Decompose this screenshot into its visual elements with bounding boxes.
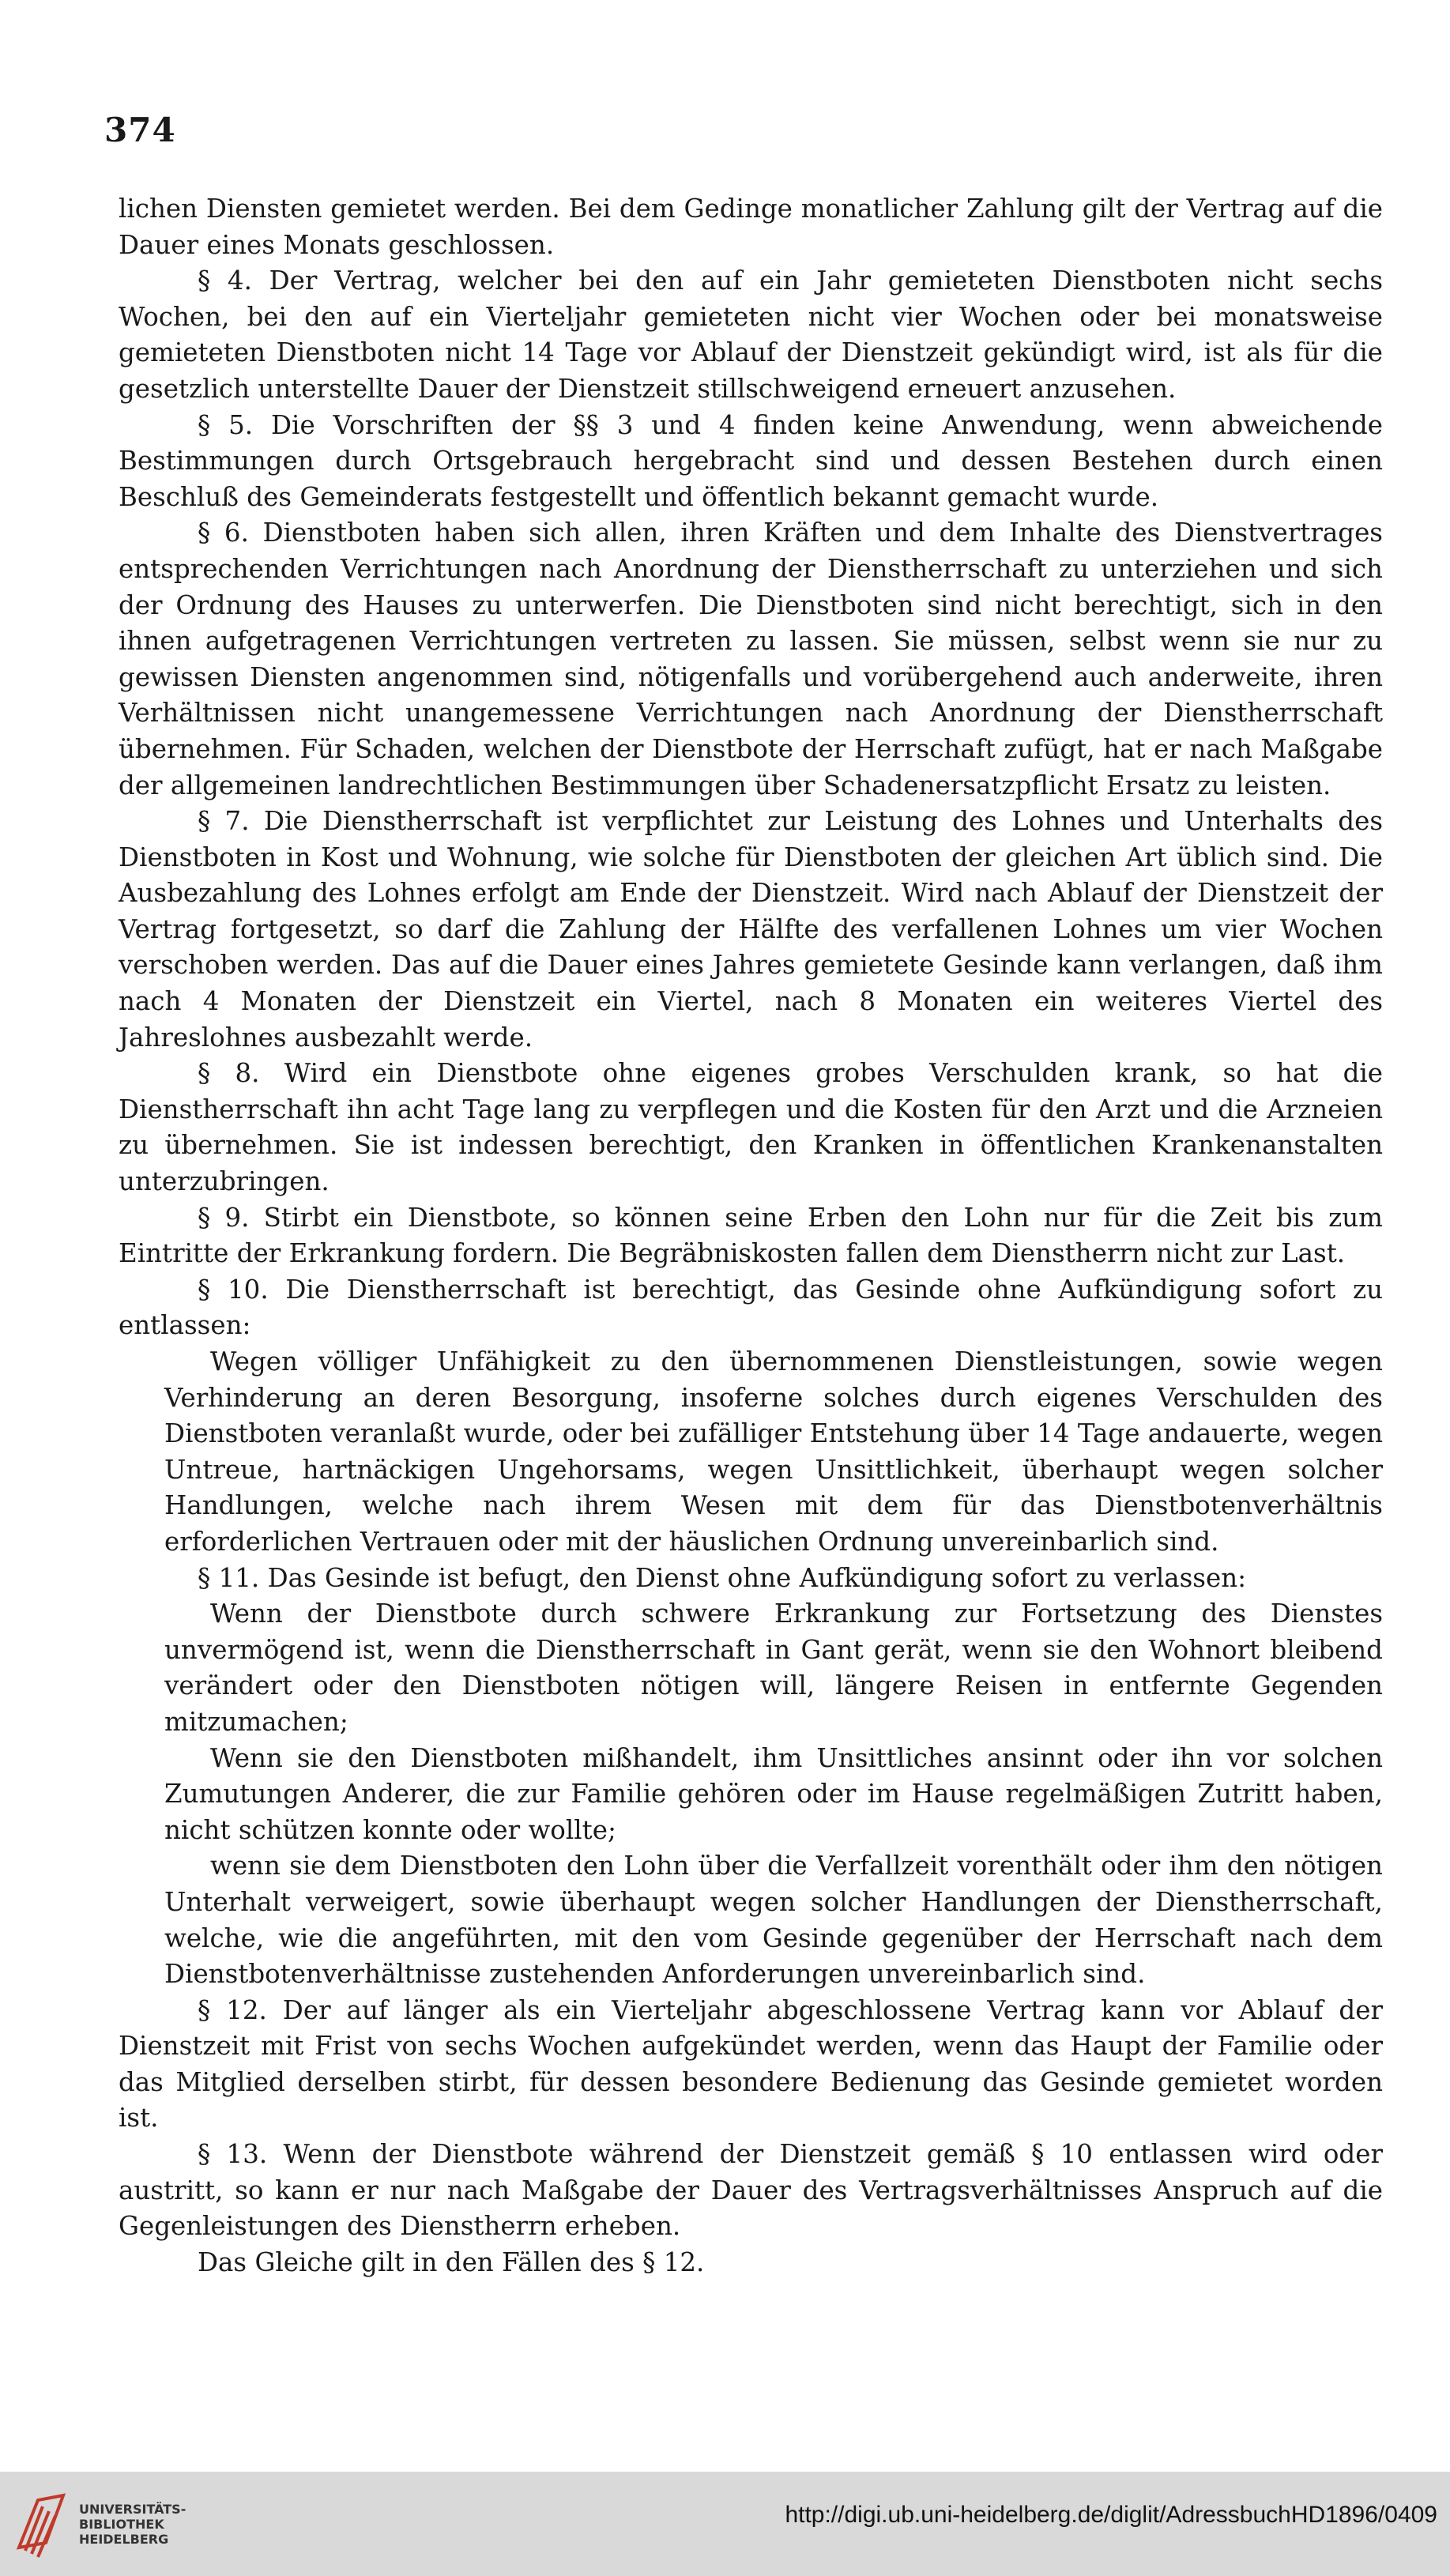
- paragraph-section-6: § 6. Dienstboten haben sich allen, ihren Kräften und dem Inhalte des Dienstvertrages entsprechenden Verrichtungen nach Anordnung der Dienstherrschaft zu unterziehen und sich der Ordnung des Hauses zu unterwerfen. Die Dienstboten sind nicht berechtigt, sich in den ihnen aufgetragenen Verrichtungen vertreten zu lassen. Sie müssen, selbst wenn sie nur zu gewissen Diensten angenommen sind, nötigenfalls und vorübergehend auch anderweite, ihren Verhältnissen nicht unangemessene Verrichtungen nach Anordnung der Dienstherrschaft übernehmen. Für Schaden, welchen der Dienstbote der Herrschaft zufügt, hat er nach Maßgabe der allgemeinen landrechtlichen Bestimmungen über Schadenersatzpflicht Ersatz zu leisten.: [119, 518, 1383, 800]
- paragraph-section-4: § 4. Der Vertrag, welcher bei den auf ein Jahr gemieteten Dienstboten nicht sechs Wochen, bei den auf ein Vierteljahr gemieteten nicht vier Wochen oder bei monatsweise gemieteten Dienstboten nicht 14 Tage vor Ablauf der Dienstzeit gekündigt wird, ist als für die gesetzlich unterstellte Dauer der Dienstzeit stillschweigend erneuert anzusehen.: [119, 266, 1383, 404]
- paragraph-section-10-grounds: Wegen völliger Unfähigkeit zu den übernommenen Dienstleistungen, sowie wegen Verhinderung an deren Besorgung, insoferne solches durch eigenes Verschulden des Dienstboten veranlaßt wurde, oder bei zufälliger Entstehung über 14 Tage andauerte, wegen Untreue, hartnäckigen Ungehorsams, wegen Unsittlichkeit, überhaupt wegen solcher Handlungen, welche nach ihrem Wesen mit dem für das Dienstbotenverhältnis erforderlichen Vertrauen oder mit der häuslichen Ordnung unvereinbarlich sind.: [164, 1346, 1383, 1557]
- paragraph-section-9: § 9. Stirbt ein Dienstbote, so können seine Erben den Lohn nur für die Zeit bis zum Eintritte der Erkrankung fordern. Die Begräbniskosten fallen dem Dienstherrn nicht zur Last.: [119, 1202, 1383, 1269]
- footer-bar: [0, 2472, 1450, 2576]
- page-number: 374: [104, 111, 176, 149]
- body-text: [119, 191, 1383, 2280]
- paragraph-closing: Das Gleiche gilt in den Fällen des § 12.: [198, 2246, 705, 2277]
- paragraph-section-7: § 7. Die Dienstherrschaft ist verpflichtet zur Leistung des Lohnes und Unterhalts des Dienstboten in Kost und Wohnung, wie solche für Dienstboten der gleichen Art üblich sind. Die Ausbezahlung des Lohnes erfolgt am Ende der Dienstzeit. Wird nach Ablauf der Dienstzeit der Vertrag fortgesetzt, so darf die Zahlung der Hälfte des verfallenen Lohnes um vier Wochen verschoben werden. Das auf die Dauer eines Jahres gemietete Gesinde kann verlangen, daß ihm nach 4 Monaten der Dienstzeit ein Viertel, nach 8 Monaten ein weiteres Viertel des Jahreslohnes ausbezahlt werde.: [119, 806, 1383, 1053]
- paragraph-section-8: § 8. Wird ein Dienstbote ohne eigenes grobes Verschulden krank, so hat die Dienstherrschaft ihn acht Tage lang zu verpflegen und die Kosten für den Arzt und die Arzneien zu übernehmen. Sie ist indessen berechtigt, den Kranken in öffentlichen Krankenanstalten unterzubringen.: [119, 1058, 1383, 1197]
- paragraph-section-11-ground-2: Wenn sie den Dienstboten mißhandelt, ihm Unsittliches ansinnt oder ihn vor solchen Zumutungen Anderer, die zur Familie gehören oder im Hause regelmäßigen Zutritt haben, nicht schützen konnte oder wollte;: [164, 1742, 1383, 1845]
- paragraph-section-11-ground-1: Wenn der Dienstbote durch schwere Erkrankung zur Fortsetzung des Dienstes unvermögend ist, wenn die Dienstherrschaft in Gant gerät, wenn sie den Wohnort bleibend verändert oder den Dienstboten nötigen will, längere Reisen in entfernte Gegenden mitzumachen;: [164, 1599, 1383, 1737]
- paragraph-section-12: § 12. Der auf länger als ein Vierteljahr abgeschlossene Vertrag kann vor Ablauf der Dienstzeit mit Frist von sechs Wochen aufgekündet werden, wenn das Haupt der Familie oder das Mitglied derselben stirbt, für dessen besondere Bedienung das Gesinde gemietet worden ist.: [119, 1994, 1383, 2133]
- paragraph-section-13: § 13. Wenn der Dienstbote während der Dienstzeit gemäß § 10 entlassen wird oder austritt, so kann er nur nach Maßgabe der Dauer des Vertragsverhältnisses Anspruch auf die Gegenleistungen des Dienstherrn erheben.: [119, 2139, 1383, 2242]
- institution-line-2: BIBLIOTHEK: [79, 2517, 164, 2532]
- paragraph-section-5: § 5. Die Vorschriften der §§ 3 und 4 finden keine Anwendung, wenn abweichende Bestimmungen durch Ortsgebrauch hergebracht sind und dessen Bestehen durch einen Beschluß des Gemeinderats festgestellt und öffentlich bekannt gemacht wurde.: [119, 409, 1383, 512]
- university-library-logo-icon: [14, 2484, 70, 2563]
- institution-line-1: UNIVERSITÄTS-: [79, 2502, 186, 2517]
- paragraph-section-10: § 10. Die Dienstherrschaft ist berechtigt, das Gesinde ohne Aufkündigung sofort zu entlassen:: [119, 1274, 1383, 1341]
- source-url-link[interactable]: http://digi.ub.uni-heidelberg.de/diglit/AdressbuchHD1896/0409: [785, 2502, 1437, 2528]
- paragraph-section-11: § 11. Das Gesinde ist befugt, den Dienst ohne Aufkündigung sofort zu verlassen:: [198, 1562, 1247, 1593]
- paragraph-continuation: lichen Diensten gemietet werden. Bei dem Gedinge monatlicher Zahlung gilt der Vertrag auf die Dauer eines Monats geschlossen.: [119, 194, 1383, 260]
- institution-line-3: HEIDELBERG: [79, 2532, 169, 2547]
- institution-name: [79, 2502, 186, 2547]
- paragraph-section-11-ground-3: wenn sie dem Dienstboten den Lohn über die Verfallzeit vorenthält oder ihm den nötigen Unterhalt verweigert, sowie überhaupt wegen solcher Handlungen der Dienstherrschaft, welche, wie die angeführten, mit den vom Gesinde gegenüber der Herrschaft nach dem Dienstbotenverhältnisse zustehenden Anforderungen unvereinbarlich sind.: [164, 1851, 1383, 1990]
